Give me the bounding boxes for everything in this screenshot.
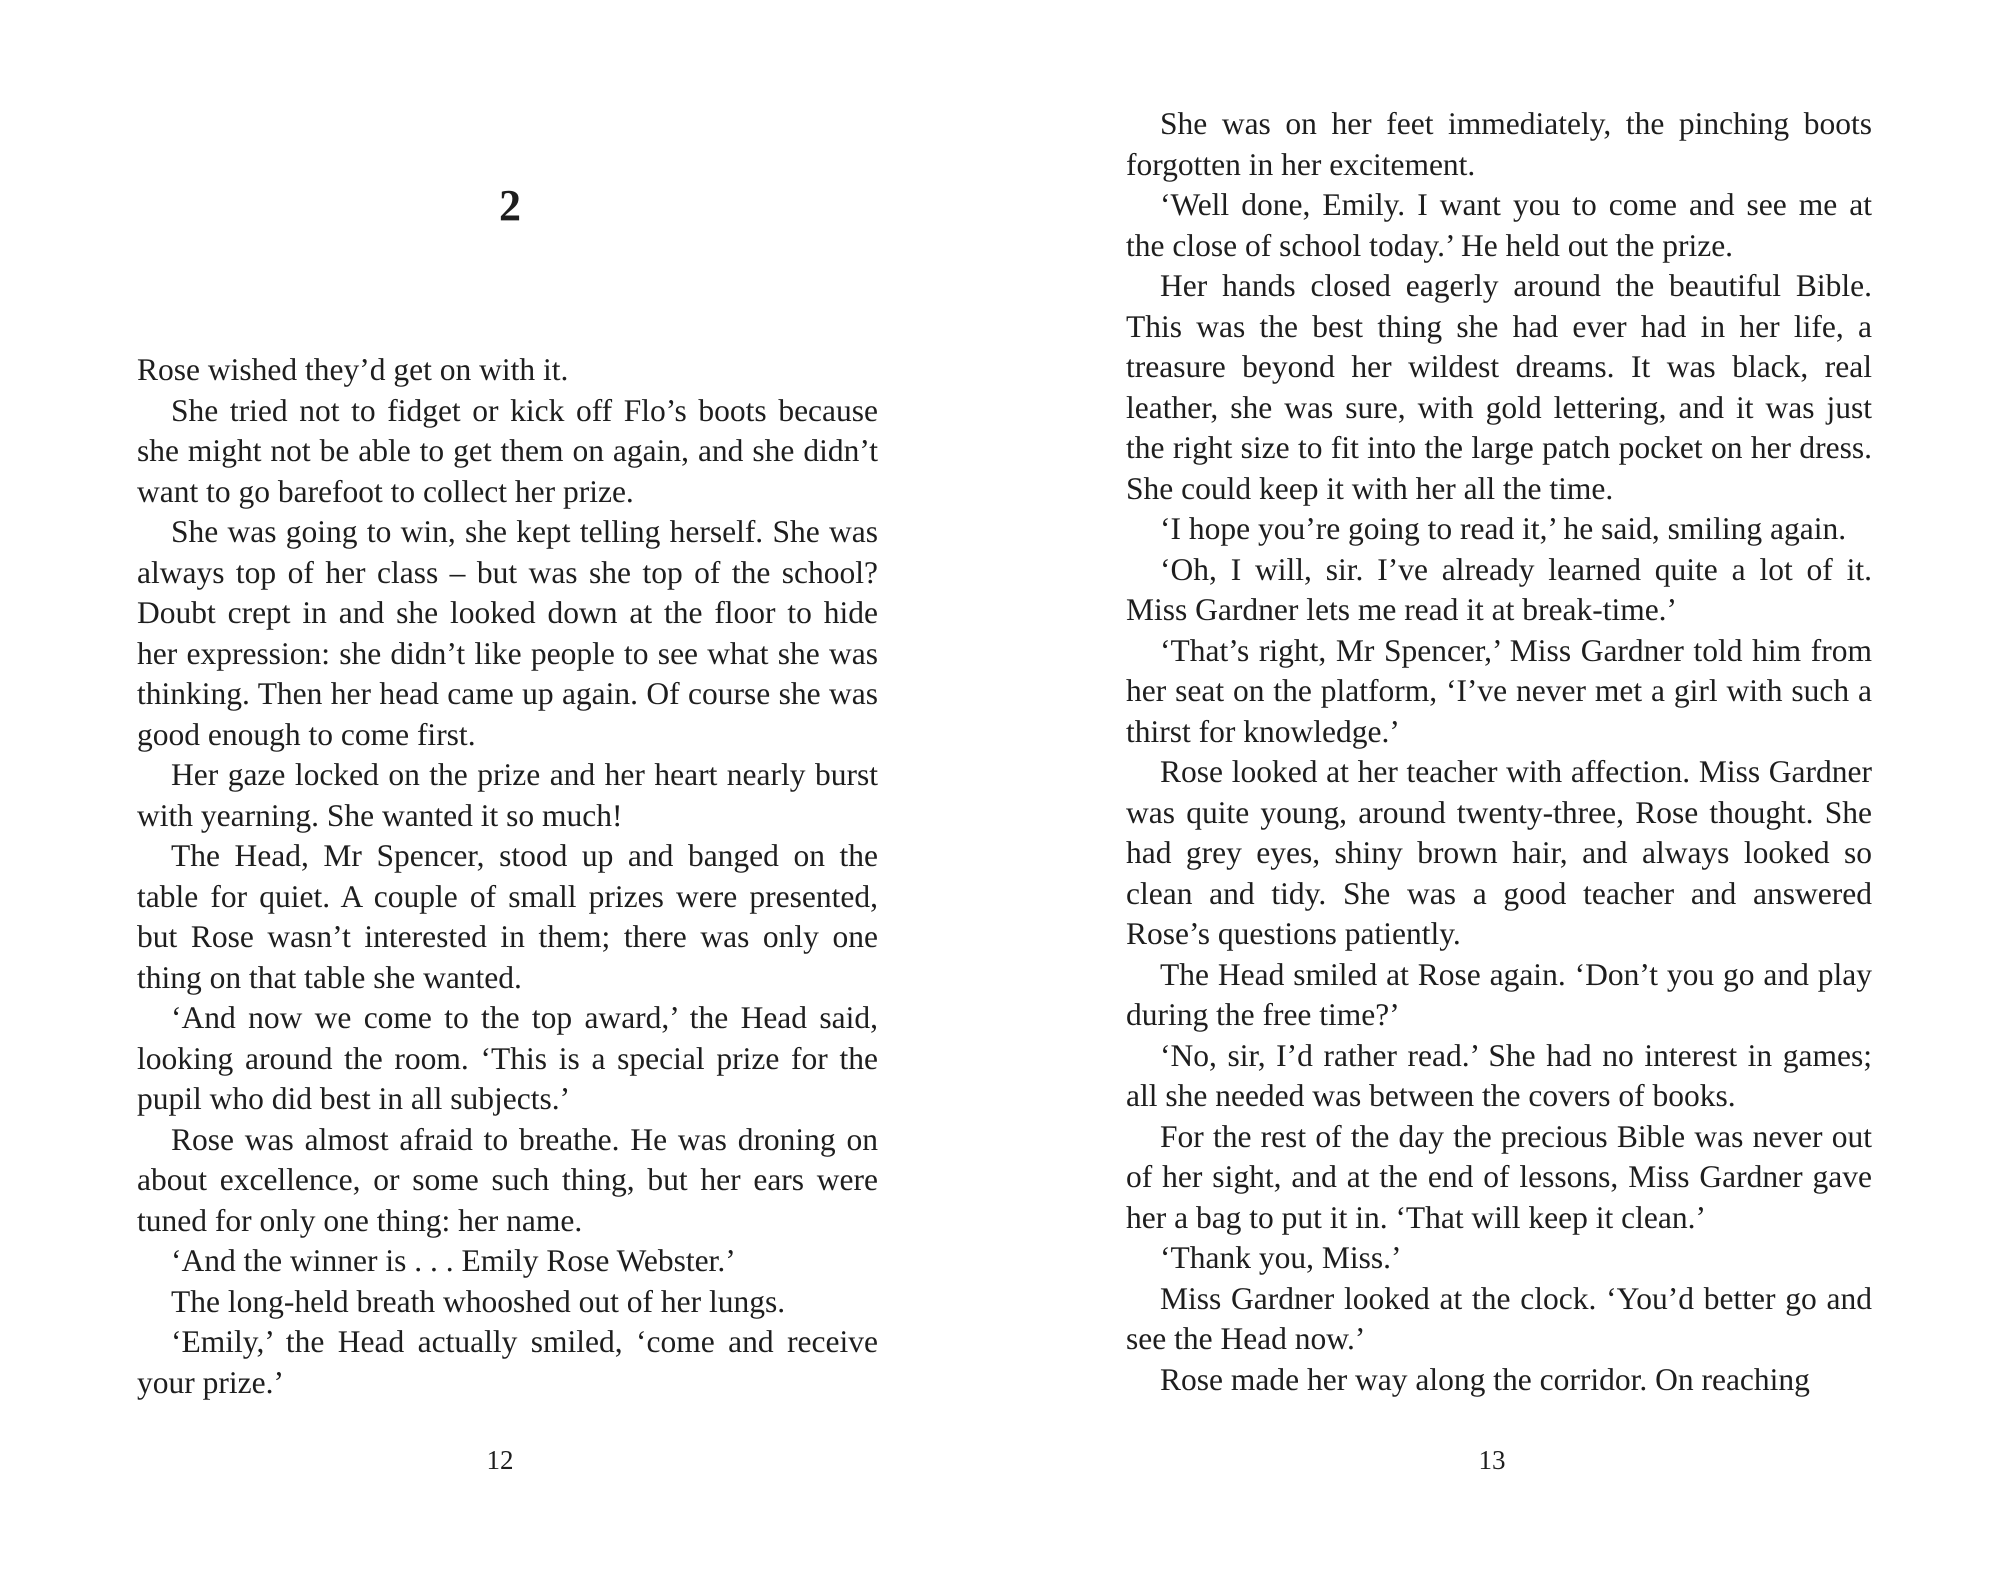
paragraph: ‘I hope you’re going to read it,’ he said, smiling again. xyxy=(1160,511,1847,546)
right-page xyxy=(1000,0,2000,1582)
paragraph: Her hands closed eagerly around the beautiful Bible. This was the best thing she had ever had in her life, a treasure beyond her wildest dreams. It was black, real leather, she was sure, with gold lettering, and it was just the right size to fit into the large patch pocket on her dress. She could keep it with her all the time. xyxy=(1126,268,1872,506)
paragraph: ‘And the winner is . . . Emily Rose Webster.’ xyxy=(171,1243,736,1278)
paragraph: She was going to win, she kept telling herself. She was always top of her class – but was she top of the school? Doubt crept in and she looked down at the floor to hide her expression: she didn’t like people to see what she was thinking. Then her head came up again. Of course she was good enough to come first. xyxy=(137,514,878,752)
paragraph: For the rest of the day the precious Bible was never out of her sight, and at the end of lessons, Miss Gardner gave her a bag to put it in. ‘That will keep it clean.’ xyxy=(1126,1118,1872,1235)
paragraph: ‘Oh, I will, sir. I’ve already learned quite a lot of it. Miss Gardner lets me read it at break-time.’ xyxy=(1126,551,1872,627)
paragraph: She was on her feet immediately, the pinching boots forgotten in her excitement. xyxy=(1126,106,1872,182)
paragraph: Miss Gardner looked at the clock. ‘You’d better go and see the Head now.’ xyxy=(1126,1280,1872,1356)
paragraph: Rose wished they’d get on with it. xyxy=(137,352,569,387)
paragraph: The Head, Mr Spencer, stood up and banged on the table for quiet. A couple of small prizes were presented, but Rose wasn’t interested in them; there was only one thing on that table she wanted. xyxy=(137,838,878,995)
page-number-right: 13 xyxy=(1478,1445,1506,1475)
paragraph: ‘And now we come to the top award,’ the Head said, looking around the room. ‘This is a special prize for the pupil who did best in all subjects.’ xyxy=(137,1000,878,1116)
paragraph: Rose was almost afraid to breathe. He was droning on about excellence, or some such thing, but her ears were tuned for only one thing: her name. xyxy=(137,1121,878,1238)
paragraph: ‘Well done, Emily. I want you to come and see me at the close of school today.’ He held out the prize. xyxy=(1126,187,1872,263)
page-number-left: 12 xyxy=(486,1445,514,1475)
paragraph: ‘Thank you, Miss.’ xyxy=(1160,1240,1402,1275)
paragraph: Rose made her way along the corridor. On reaching xyxy=(1160,1361,1810,1397)
paragraph: ‘No, sir, I’d rather read.’ She had no interest in games; all she needed was between the covers of books. xyxy=(1126,1037,1872,1113)
paragraph: ‘That’s right, Mr Spencer,’ Miss Gardner told him from her seat on the platform, ‘I’ve never met a girl with such a thirst for knowledge.’ xyxy=(1126,632,1872,749)
right-page-text xyxy=(1126,104,1872,1400)
chapter-number: 2 xyxy=(499,181,521,230)
left-page-text xyxy=(137,350,878,1403)
paragraph: The Head smiled at Rose again. ‘Don’t you go and play during the free time?’ xyxy=(1126,956,1872,1032)
paragraph: She tried not to fidget or kick off Flo’s boots because she might not be able to get them on again, and she didn’t want to go barefoot to collect her prize. xyxy=(137,392,878,509)
paragraph: ‘Emily,’ the Head actually smiled, ‘come and receive your prize.’ xyxy=(137,1324,878,1400)
paragraph: The long-held breath whooshed out of her lungs. xyxy=(171,1283,786,1319)
paragraph: Her gaze locked on the prize and her heart nearly burst with yearning. She wanted it so much! xyxy=(137,757,878,833)
paragraph: Rose looked at her teacher with affection. Miss Gardner was quite young, around twenty-three, Rose thought. She had grey eyes, shiny brown hair, and always looked so clean and tidy. She was a good teacher and answered Rose’s questions patiently. xyxy=(1126,754,1872,951)
